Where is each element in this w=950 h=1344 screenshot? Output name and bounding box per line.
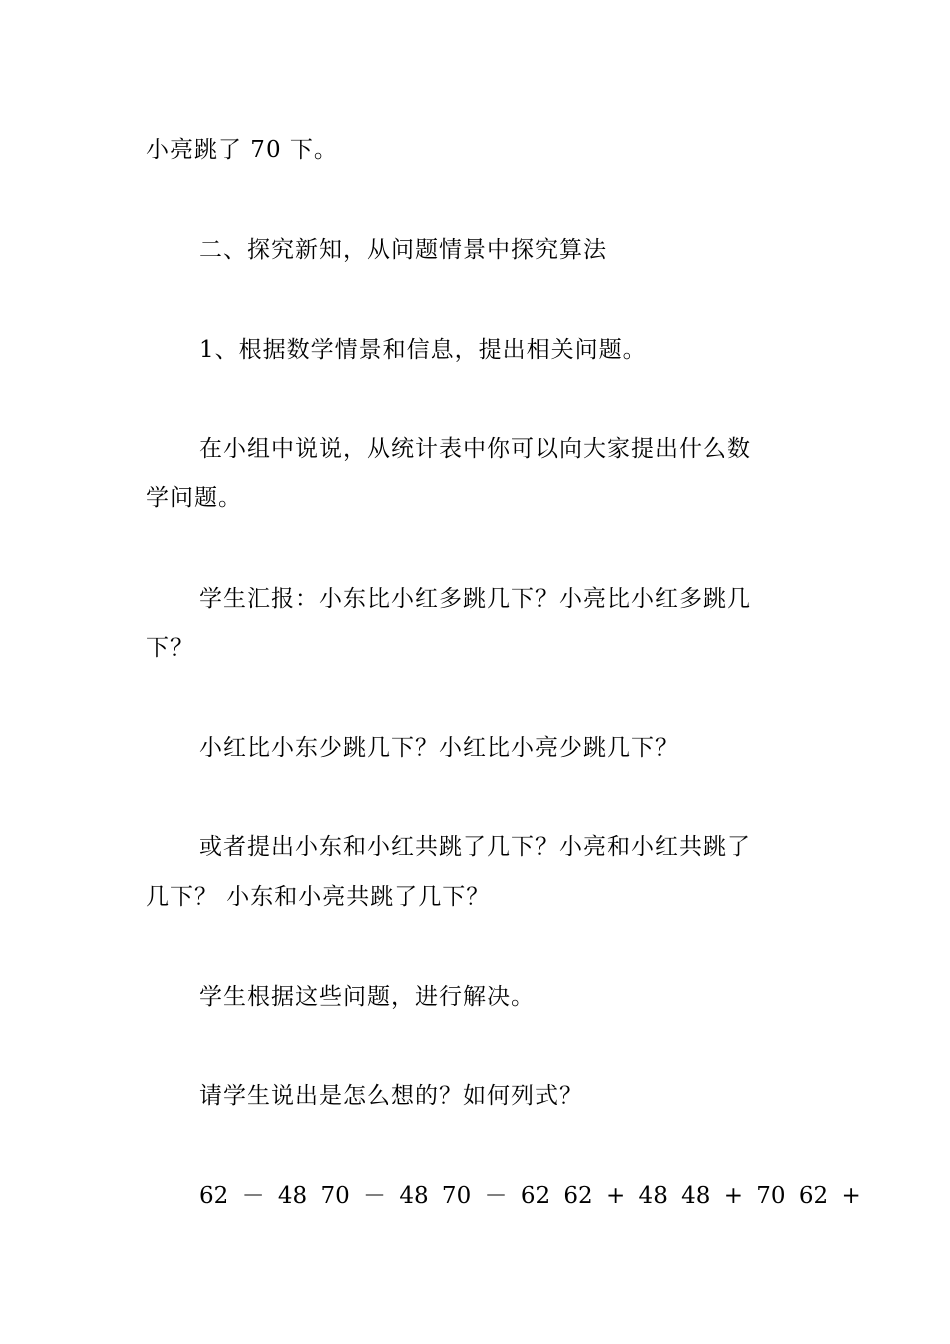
paragraph-line: 在小组中说说，从统计表中你可以向大家提出什么数 xyxy=(199,436,751,462)
paragraph-line: 或者提出小东和小红共跳了几下？小亮和小红共跳了 xyxy=(199,834,751,860)
section-heading: 二、探究新知，从问题情景中探究算法 xyxy=(199,237,607,263)
equation-line: 62 － 48 70 － 48 70 － 62 62 + 48 48 + 70 62 + xyxy=(199,1183,861,1209)
paragraph-line: 下？ xyxy=(146,635,194,661)
paragraph-line: 小红比小东少跳几下？小红比小亮少跳几下？ xyxy=(199,735,679,761)
paragraph-line: 学生根据这些问题，进行解决。 xyxy=(199,984,535,1010)
paragraph-line: 学生汇报：小东比小红多跳几下？小亮比小红多跳几 xyxy=(199,586,751,612)
paragraph-line: 几下？ 小东和小亮共跳了几下？ xyxy=(146,884,491,910)
paragraph-line: 小亮跳了 70 下。 xyxy=(146,137,338,163)
paragraph-line: 请学生说出是怎么想的？如何列式？ xyxy=(199,1083,583,1109)
subsection-heading: 1、根据数学情景和信息，提出相关问题。 xyxy=(199,337,647,363)
paragraph-line: 学问题。 xyxy=(146,485,242,511)
